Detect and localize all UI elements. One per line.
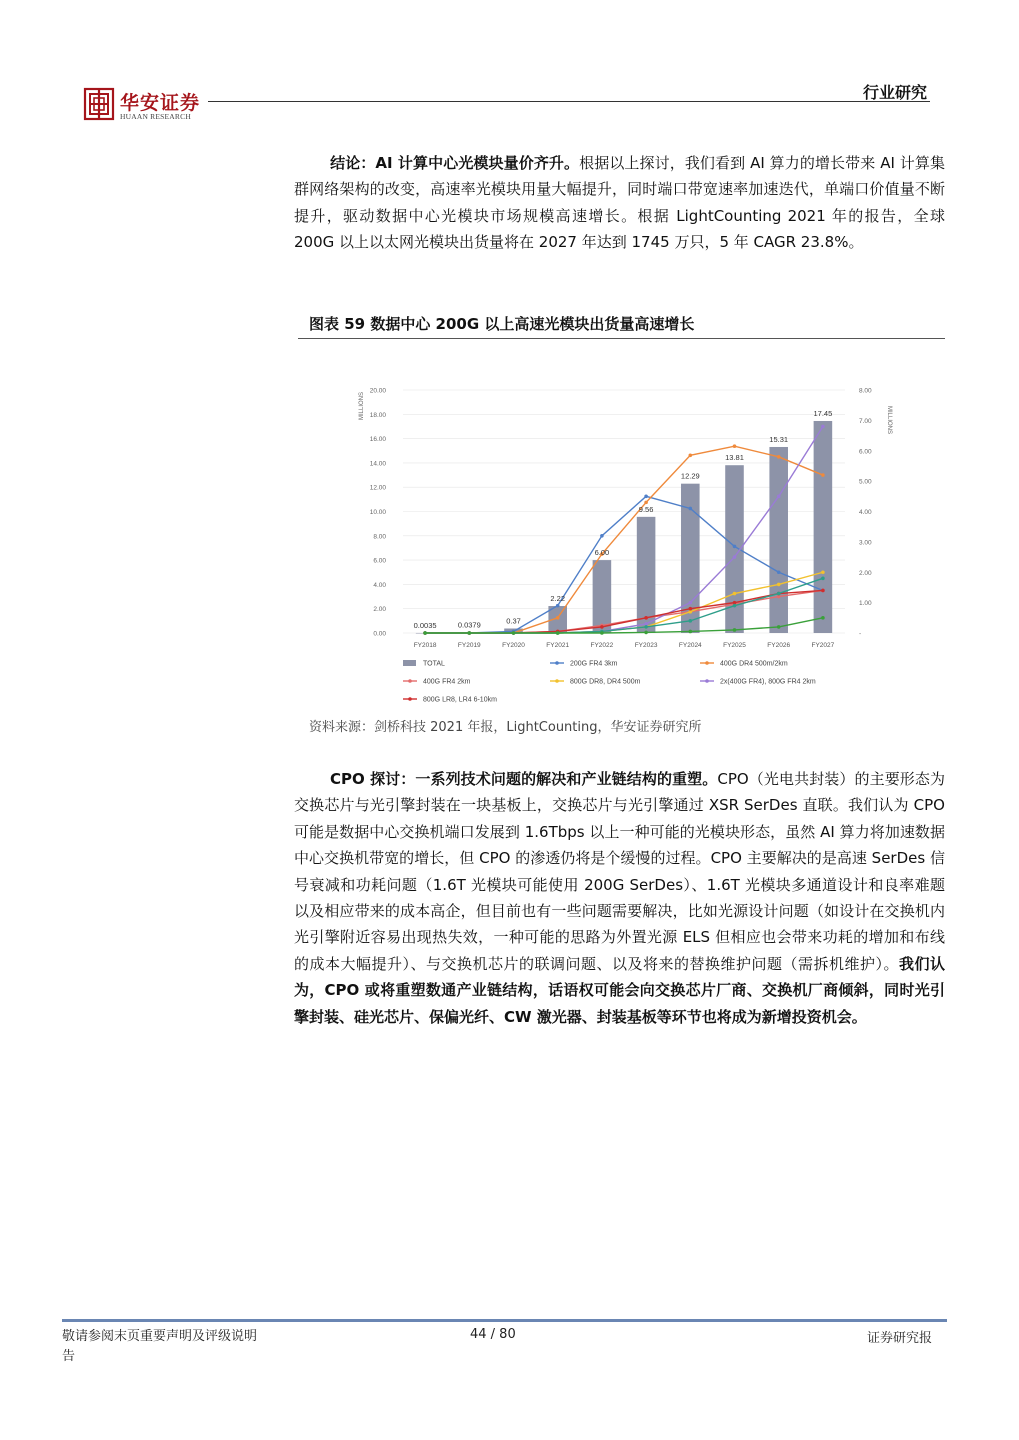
left-tick-label: 12.00 — [369, 484, 386, 492]
right-tick-label: 6.00 — [859, 448, 872, 456]
bar-value-label: 17.45 — [813, 408, 833, 418]
x-tick-label: FY2024 — [678, 642, 702, 649]
bar-value-label: 2.22 — [550, 594, 566, 604]
series-point — [821, 616, 825, 620]
series-point — [423, 631, 427, 635]
series-point — [777, 455, 781, 459]
legend-label: 2x(400G FR4), 800G FR4 2km — [720, 678, 816, 686]
cpo-lead: CPO 探讨：一系列技术问题的解决和产业链结构的重塑。 — [330, 770, 718, 788]
legend-marker — [555, 679, 559, 683]
series-point — [777, 570, 781, 574]
series-point — [777, 495, 781, 499]
left-tick-label: 2.00 — [373, 606, 386, 614]
figure-title: 图表 59 数据中心 200G 以上高速光模块出货量高速增长 — [309, 315, 695, 333]
cpo-body: CPO（光电共封装）的主要形态为交换芯片与光引擎封装在一块基板上，交换芯片与光引擎通过 XSR SerDes 直联。我们认为 CPO 可能是数据中心交换机端口发展到 1.6Tbps 以上一种可能的光模块形态，虽然 AI 算力将加速数据中心交换机带宽的增长，但 CPO 的渗透仍将是个缓慢的过程。CPO 主要解决的是高速 SerDes 信号衰减和功耗问题（1.6T 光模块可能使用 200G SerDes）、1.6T 光模块多通道设计和良率难题以及相应带来的成本高企，但目前也有一些问题需要解决，比如光源设计问题（如设计在交换机内光引擎附近容易出现热失效，一种可能的思路为外置光源 ELS 但相应也会带来功耗的增加和布线的成本大幅提升）、与交换机芯片的联调问题、以及将来的替换维护问题（需拆机维护）。 — [294, 770, 945, 973]
x-tick-label: FY2023 — [634, 642, 658, 649]
legend-marker — [408, 679, 412, 683]
bar-value-label: 13.81 — [725, 453, 744, 463]
shipment-chart — [355, 380, 892, 710]
right-tick-label: 1.00 — [859, 600, 872, 608]
conclusion-paragraph — [294, 150, 945, 256]
bar-total — [814, 421, 833, 633]
series-point — [733, 604, 737, 608]
series-point — [733, 628, 737, 632]
series-line — [425, 426, 823, 633]
bar-value-label: 12.29 — [680, 471, 700, 481]
series-point — [733, 545, 737, 549]
conclusion-body: 根据以上探讨，我们看到 AI 算力的增长带来 AI 计算集群网络架构的改变，高速率光模块用量大幅提升，同时端口带宽速率加速迭代，单端口价值量不断提升，驱动数据中心光模块市场规模高速增长。根据 LightCounting 2021 年的报告，全球 200G 以上以太网光模块出货量将在 2027 年达到 1745 万只，5 年 CAGR 23.8%。 — [294, 154, 945, 252]
left-tick-label: 10.00 — [369, 509, 386, 516]
legend-label: TOTAL — [423, 660, 445, 668]
bar-total — [769, 447, 788, 633]
series-line — [425, 572, 823, 633]
right-axis-label: MILLIONS — [886, 406, 892, 435]
footer-report-type: 证券研究报 — [866, 1331, 932, 1346]
series-point — [733, 555, 737, 559]
series-point — [821, 589, 825, 593]
x-tick-label: FY2018 — [413, 642, 437, 649]
left-tick-label: 14.00 — [369, 460, 386, 468]
legend-label: 800G DR8, DR4 500m — [570, 678, 641, 686]
right-tick-label: 7.00 — [859, 417, 872, 425]
x-tick-label: FY2026 — [767, 642, 791, 649]
series-point — [821, 570, 825, 574]
logo-chinese-name: 华安证券 — [120, 92, 201, 114]
series-point — [556, 604, 560, 608]
series-point — [644, 625, 648, 629]
series-point — [689, 507, 693, 511]
series-point — [689, 619, 693, 623]
footer-disclaimer-text: 敬请参阅末页重要声明及评级说明 — [62, 1329, 258, 1344]
right-tick-label: 2.00 — [859, 569, 872, 577]
series-point — [556, 616, 560, 620]
series-point — [777, 625, 781, 629]
series-point — [821, 473, 825, 477]
series-point — [600, 534, 604, 538]
legend-swatch — [403, 660, 416, 666]
right-tick-label: 4.00 — [859, 509, 872, 516]
left-tick-label: 16.00 — [369, 436, 386, 444]
series-point — [689, 601, 693, 605]
section-tag: 行业研究 — [862, 83, 927, 102]
left-tick-label: 4.00 — [373, 581, 386, 589]
series-point — [689, 630, 693, 634]
series-point — [644, 495, 648, 499]
series-point — [733, 592, 737, 596]
x-tick-label: FY2022 — [590, 642, 614, 649]
legend-marker — [705, 679, 709, 683]
legend-label: 200G FR4 3km — [570, 660, 618, 668]
legend-label: 400G DR4 500m/2km — [720, 660, 788, 668]
x-tick-label: FY2019 — [457, 642, 481, 649]
series-point — [777, 592, 781, 596]
left-tick-label: 8.00 — [373, 533, 386, 541]
right-tick-label: 5.00 — [859, 478, 872, 486]
bar-total — [593, 560, 612, 633]
footer-disclaimer — [62, 1327, 302, 1367]
bar-total — [637, 517, 656, 633]
legend-marker — [555, 661, 559, 665]
left-tick-label: 18.00 — [369, 411, 386, 419]
legend-marker — [408, 697, 412, 701]
footer-disclaimer-tail: 告 — [62, 1349, 76, 1364]
series-point — [777, 583, 781, 587]
cpo-conclusion: 我们认为，CPO 或将重塑数通产业链结构，话语权可能会向交换芯片厂商、交换机厂商倾斜，同时光引擎封装、硅光芯片、保偏光纤、CW 激光器、封装基板等环节也将成为新增投资机会。 — [294, 954, 945, 1026]
figure-source: 资料来源：剑桥科技 2021 年报，LightCounting，华安证券研究所 — [309, 720, 702, 735]
legend-label: 400G FR4 2km — [423, 678, 471, 686]
x-tick-label: FY2027 — [811, 642, 835, 649]
series-point — [556, 631, 560, 635]
figure-title-rule — [298, 338, 945, 339]
logo-english-name: HUAAN RESEARCH — [120, 112, 191, 121]
left-tick-label: 6.00 — [373, 557, 386, 565]
page-number: 44 / 80 — [470, 1327, 516, 1342]
series-point — [644, 616, 648, 620]
legend-label: 800G LR8, LR4 6-10km — [423, 696, 497, 704]
legend-marker — [705, 661, 709, 665]
bar-value-label: 6.00 — [594, 548, 610, 558]
series-point — [600, 625, 604, 629]
series-line — [425, 578, 823, 633]
series-point — [689, 607, 693, 611]
series-point — [689, 454, 693, 458]
footer-rule — [62, 1319, 947, 1322]
series-point — [600, 631, 604, 635]
bar-value-label: 0.0379 — [457, 620, 481, 630]
bar-value-label: 15.31 — [769, 434, 789, 444]
bar-value-label: 9.56 — [638, 504, 654, 514]
series-point — [468, 631, 472, 635]
cpo-paragraph — [294, 766, 945, 1030]
series-point — [644, 501, 648, 505]
series-point — [644, 631, 648, 635]
left-axis-label: MILLIONS — [359, 391, 365, 420]
right-tick-label: 3.00 — [859, 539, 872, 547]
x-tick-label: FY2021 — [546, 642, 570, 649]
left-tick-label: 0.00 — [373, 630, 386, 638]
x-tick-label: FY2025 — [723, 642, 746, 649]
header-rule — [208, 101, 930, 102]
company-logo — [84, 86, 206, 124]
right-tick-label: - — [859, 630, 862, 638]
x-tick-label: FY2020 — [502, 642, 525, 649]
series-line — [425, 590, 823, 633]
conclusion-lead: 结论：AI 计算中心光模块量价齐升。 — [330, 154, 580, 172]
series-point — [733, 444, 737, 448]
bar-value-label: 0.0035 — [413, 620, 437, 630]
series-line — [425, 446, 823, 633]
series-point — [821, 577, 825, 581]
series-line — [425, 618, 823, 633]
left-tick-label: 20.00 — [369, 387, 386, 395]
right-tick-label: 8.00 — [859, 387, 872, 395]
series-point — [821, 425, 825, 429]
huaan-seal-icon — [84, 88, 114, 120]
series-point — [512, 631, 516, 635]
bar-value-label: 0.37 — [506, 616, 521, 626]
